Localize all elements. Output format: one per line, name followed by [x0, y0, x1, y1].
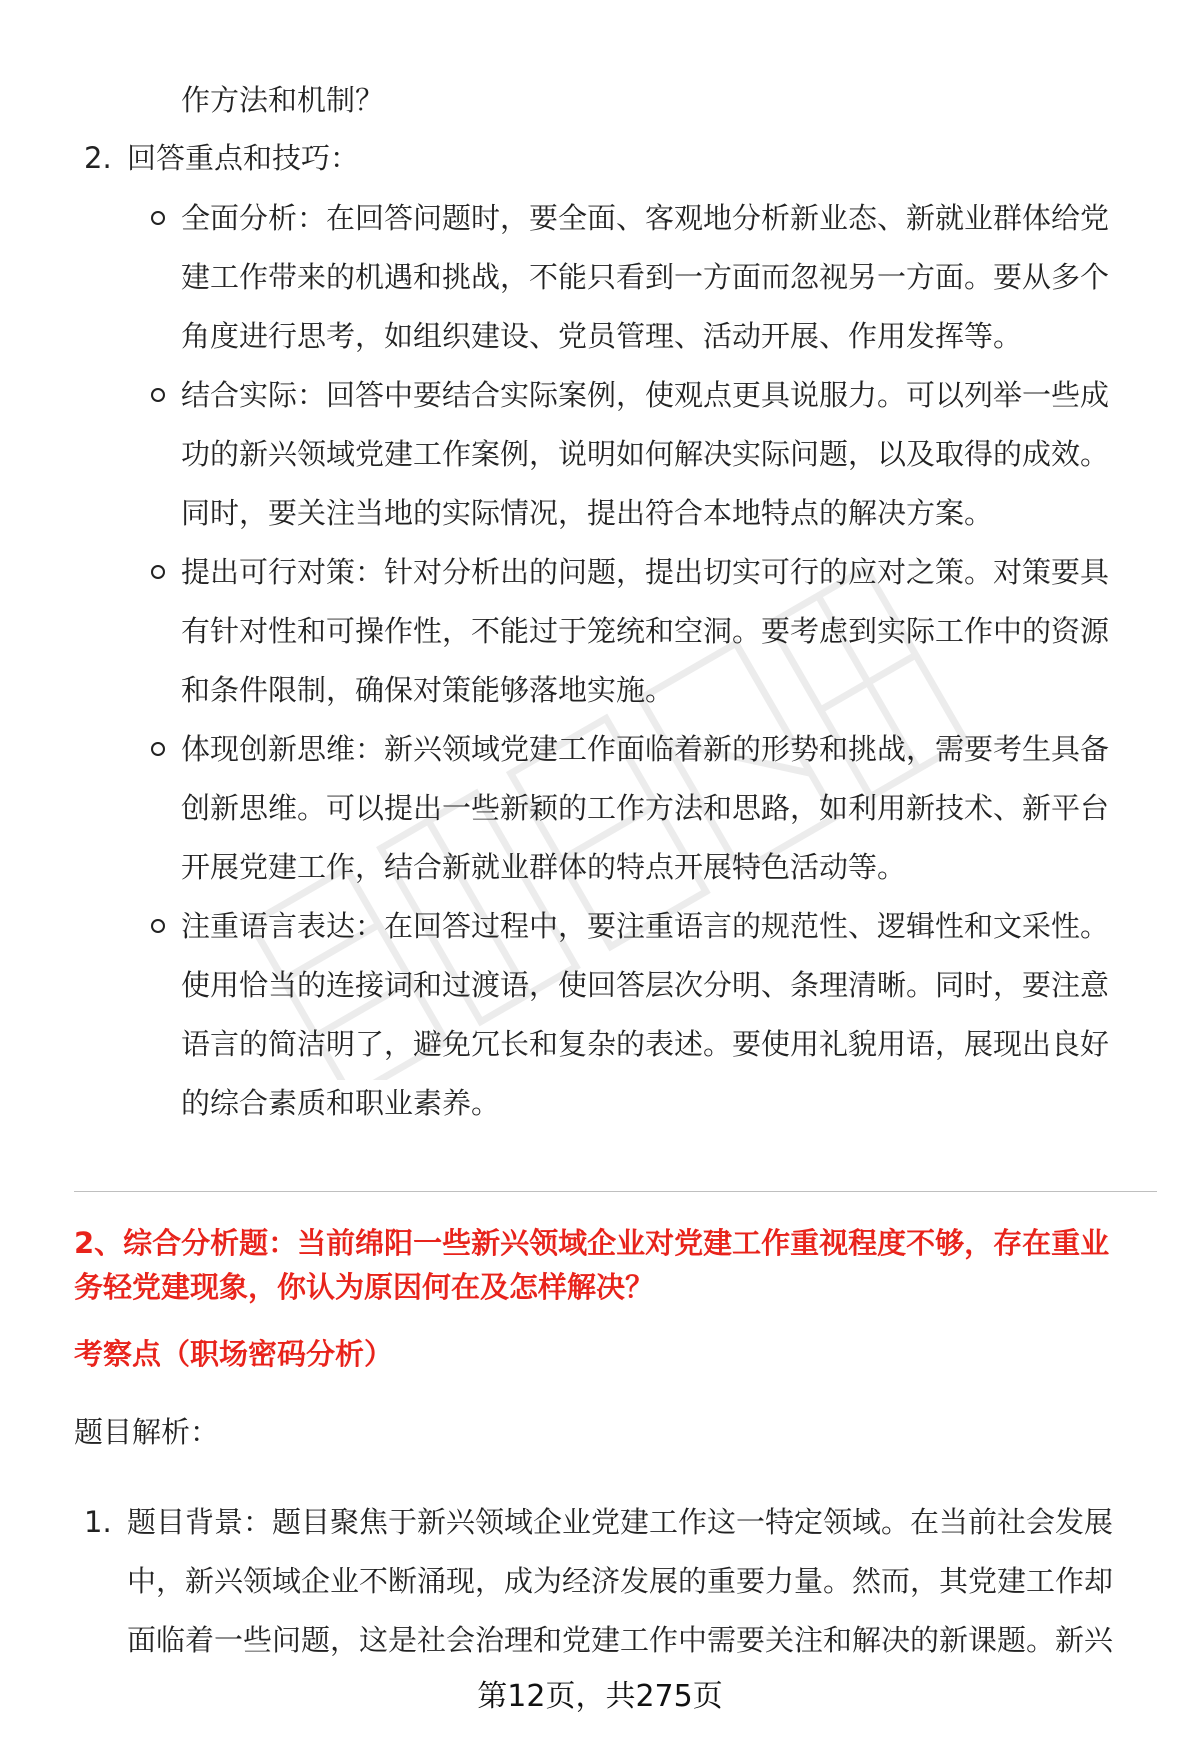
list-number: 1.	[84, 1505, 112, 1539]
bullet-text-line: 建工作带来的机遇和挑战，不能只看到一方面而忽视另一方面。要从多个	[181, 260, 1110, 294]
bullet-circle-icon	[151, 211, 165, 225]
question-heading-line: 2、综合分析题：当前绵阳一些新兴领域企业对党建工作重视程度不够，存在重业	[74, 1226, 1110, 1260]
bullet-text-line: 和条件限制，确保对策能够落地实施。	[181, 673, 675, 707]
bullet-text-line: 注重语言表达：在回答过程中，要注重语言的规范性、逻辑性和文采性。	[181, 909, 1110, 943]
bullet-circle-icon	[151, 388, 165, 402]
bullet-text-line: 的综合素质和职业素养。	[181, 1086, 501, 1120]
bullet-circle-icon	[151, 742, 165, 756]
list-number: 2.	[84, 141, 112, 175]
list-item-text-line: 题目背景：题目聚焦于新兴领域企业党建工作这一特定领域。在当前社会发展	[127, 1505, 1114, 1539]
bullet-text-line: 同时，要关注当地的实际情况，提出符合本地特点的解决方案。	[181, 496, 994, 530]
list-item-text-line: 面临着一些问题，这是社会治理和党建工作中需要关注和解决的新课题。新兴	[127, 1623, 1114, 1657]
list-item-label: 回答重点和技巧：	[127, 141, 360, 175]
bullet-text-line: 体现创新思维：新兴领域党建工作面临着新的形势和挑战，需要考生具备	[181, 732, 1110, 766]
bullet-text-line: 使用恰当的连接词和过渡语，使回答层次分明、条理清晰。同时，要注意	[181, 968, 1110, 1002]
question-heading-line: 务轻党建现象，你认为原因何在及怎样解决？	[74, 1270, 655, 1304]
examination-point-heading: 考察点（职场密码分析）	[74, 1337, 394, 1371]
bullet-text-line: 功的新兴领域党建工作案例，说明如何解决实际问题，以及取得的成效。	[181, 437, 1110, 471]
bullet-text-line: 全面分析：在回答问题时，要全面、客观地分析新业态、新就业群体给党	[181, 201, 1110, 235]
bullet-text-line: 开展党建工作，结合新就业群体的特点开展特色活动等。	[181, 850, 907, 884]
page-number-footer: 第12页，共275页	[477, 1679, 723, 1714]
bullet-text-line: 语言的简洁明了，避免冗长和复杂的表述。要使用礼貌用语，展现出良好	[181, 1027, 1110, 1061]
bullet-text-line: 有针对性和可操作性，不能过于笼统和空洞。要考虑到实际工作中的资源	[181, 614, 1110, 648]
bullet-circle-icon	[151, 565, 165, 579]
bullet-text-line: 角度进行思考，如组织建设、党员管理、活动开展、作用发挥等。	[181, 319, 1023, 353]
list-item-text-line: 中，新兴领域企业不断涌现，成为经济发展的重要力量。然而，其党建工作却	[127, 1564, 1114, 1598]
bullet-text-line: 提出可行对策：针对分析出的问题，提出切实可行的应对之策。对策要具	[181, 555, 1110, 589]
list-continuation-text: 作方法和机制？	[181, 83, 385, 117]
bullet-text-line: 创新思维。可以提出一些新颖的工作方法和思路，如利用新技术、新平台	[181, 791, 1110, 825]
analysis-label: 题目解析：	[74, 1415, 220, 1449]
bullet-text-line: 结合实际：回答中要结合实际案例，使观点更具说服力。可以列举一些成	[181, 378, 1110, 412]
section-divider	[74, 1191, 1157, 1192]
bullet-circle-icon	[151, 919, 165, 933]
